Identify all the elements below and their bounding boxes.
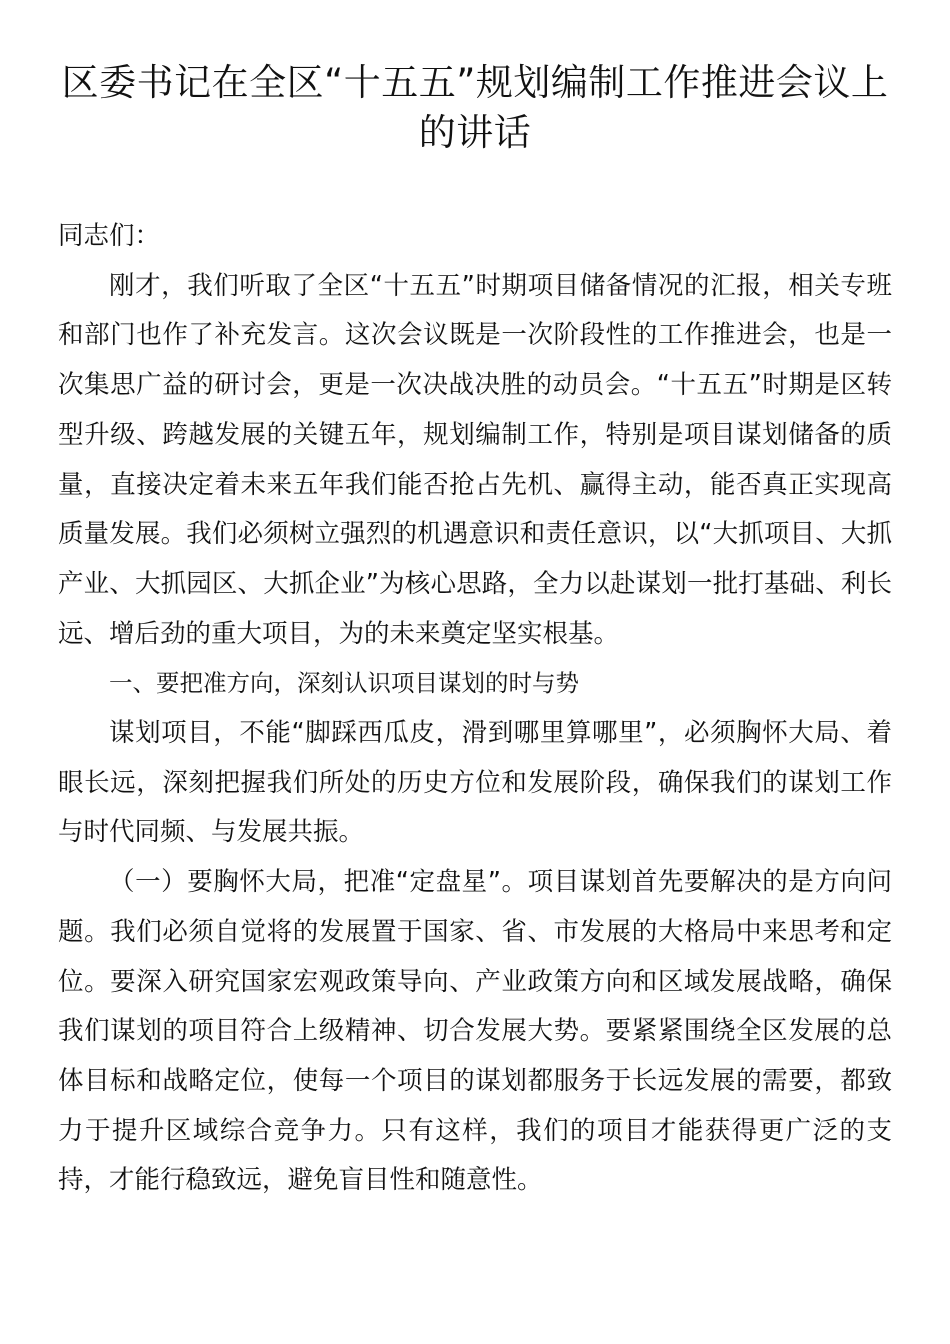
section-heading-1: 一、要把准方向，深刻认识项目谋划的时与势 [109, 669, 579, 698]
paragraph-subsection-1: （一）要胸怀大局，把准“定盘星”。项目谋划首先要解决的是方向问题。我们必须自觉将的发展置于国家、省、市发展的大格局中来思考和定位。要深入研究国家宏观政策导向、产业政策方向和区域发展战略，确保我们谋划的项目符合上级精神、切合发展大势。要紧紧围绕全区发展的总体目标和战略定位，使每一个项目的谋划都服务于长远发展的需要，都致力于提升区域综合竞争力。只有这样，我们的项目才能获得更广泛的支持，才能行稳致远，避免盲目性和随意性。 [58, 867, 892, 1196]
document-title: 区委书记在全区“十五五”规划编制工作推进会议上的讲话 [61, 61, 889, 154]
paragraph-section-1: 谋划项目，不能“脚踩西瓜皮，滑到哪里算哪里”，必须胸怀大局、着眼长远，深刻把握我们所处的历史方位和发展阶段，确保我们的谋划工作与时代同频、与发展共振。 [58, 718, 892, 848]
document-body [58, 212, 892, 1206]
paragraph-intro: 刚才，我们听取了全区“十五五”时期项目储备情况的汇报，相关专班和部门也作了补充发言。这次会议既是一次阶段性的工作推进会，也是一次集思广益的研讨会，更是一次决战决胜的动员会。“十五五”时期是区转型升级、跨越发展的关键五年，规划编制工作，特别是项目谋划储备的质量，直接决定着未来五年我们能否抢占先机、赢得主动，能否真正实现高质量发展。我们必须树立强烈的机遇意识和责任意识，以“大抓项目、大抓产业、大抓园区、大抓企业”为核心思路，全力以赴谋划一批打基础、利长远、增后劲的重大项目，为的未来奠定坚实根基。 [58, 270, 892, 649]
salutation: 同志们： [58, 221, 161, 251]
